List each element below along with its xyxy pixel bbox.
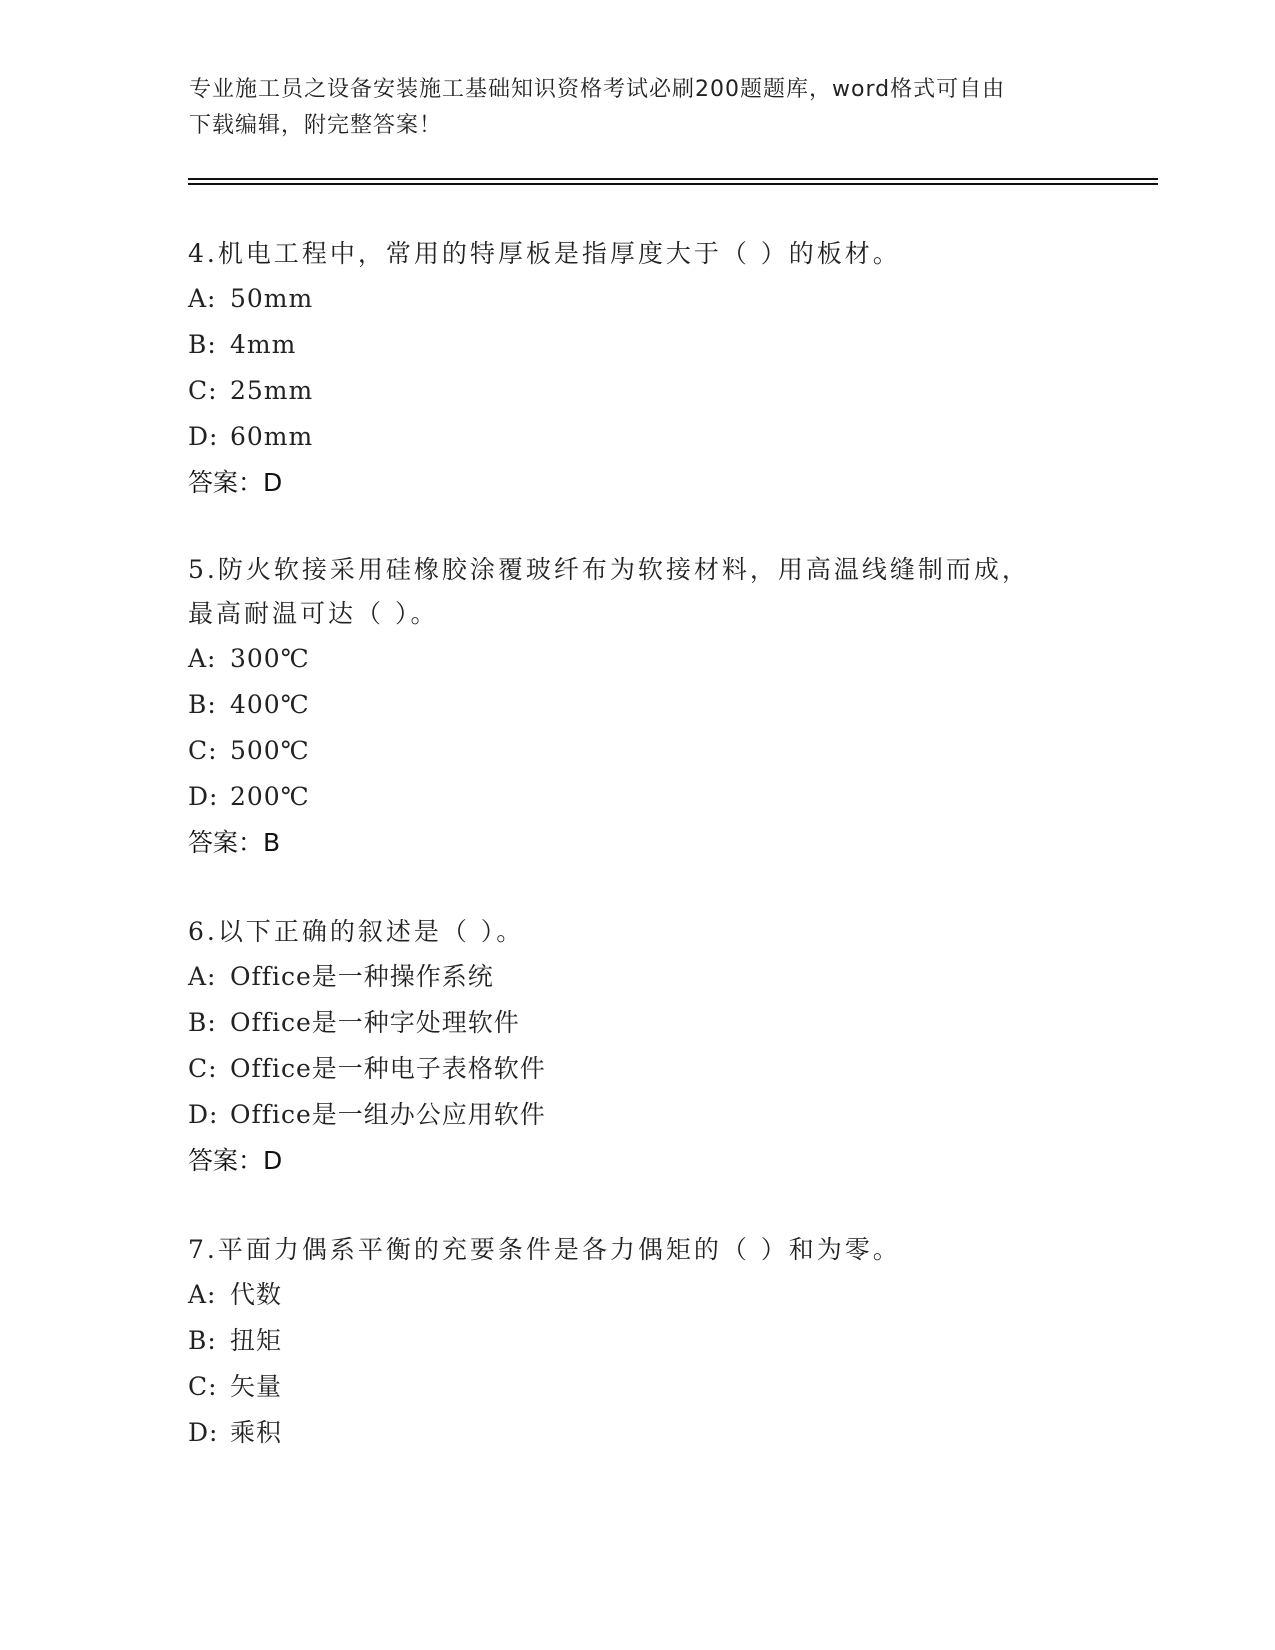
option-a <box>188 276 1108 322</box>
option-value: 4mm <box>230 330 297 359</box>
option-value: 300℃ <box>230 644 310 673</box>
answer-text: 答案：D <box>188 468 283 497</box>
option-a <box>188 636 1108 682</box>
header-line-2: 下载编辑，附完整答案！ <box>189 113 443 138</box>
option-a <box>188 1272 1108 1318</box>
option-b <box>188 322 1108 368</box>
option-d <box>188 774 1108 820</box>
option-value: 50mm <box>230 284 314 313</box>
question-text-continued: 最高耐温可达（ ）。 <box>188 599 439 628</box>
option-key: D: <box>188 782 219 811</box>
question-5 <box>188 548 1108 866</box>
option-value: 500℃ <box>230 736 310 765</box>
option-key: D: <box>188 1418 219 1447</box>
option-value: 60mm <box>230 422 314 451</box>
question-6 <box>188 910 1108 1184</box>
header-line-1: 专业施工员之设备安装施工基础知识资格考试必刷200题题库，word格式可自由 <box>189 77 1006 102</box>
answer-text: 答案：B <box>188 828 281 857</box>
option-value: Office是一种操作系统 <box>230 962 494 991</box>
option-b <box>188 1318 1108 1364</box>
option-value: 25mm <box>230 376 314 405</box>
option-value: 矢量 <box>230 1372 283 1401</box>
option-a <box>188 954 1108 1000</box>
option-d <box>188 414 1108 460</box>
question-7 <box>188 1228 1108 1456</box>
option-value: 扭矩 <box>230 1326 283 1355</box>
option-key: B: <box>188 1326 217 1355</box>
option-value: 200℃ <box>230 782 310 811</box>
option-key: C: <box>188 736 218 765</box>
option-key: A: <box>188 644 217 673</box>
option-key: C: <box>188 376 218 405</box>
question-text: 5.防火软接采用硅橡胶涂覆玻纤布为软接材料，用高温线缝制而成， <box>188 555 1030 584</box>
option-key: D: <box>188 422 219 451</box>
option-c <box>188 1364 1108 1410</box>
option-c <box>188 1046 1108 1092</box>
option-value: Office是一组办公应用软件 <box>230 1100 546 1129</box>
header-divider-top <box>188 178 1158 180</box>
option-value: Office是一种字处理软件 <box>230 1008 520 1037</box>
question-text: 6.以下正确的叙述是（ ）。 <box>188 917 525 946</box>
option-key: A: <box>188 1280 217 1309</box>
option-key: A: <box>188 284 217 313</box>
option-key: C: <box>188 1054 218 1083</box>
option-value: Office是一种电子表格软件 <box>230 1054 546 1083</box>
question-text: 4.机电工程中，常用的特厚板是指厚度大于（ ）的板材。 <box>188 239 901 268</box>
option-b <box>188 682 1108 728</box>
option-key: B: <box>188 690 217 719</box>
option-value: 乘积 <box>230 1418 283 1447</box>
answer-text: 答案：D <box>188 1146 283 1175</box>
document-header <box>189 72 1089 144</box>
option-c <box>188 368 1108 414</box>
option-key: D: <box>188 1100 219 1129</box>
header-divider-bottom <box>188 183 1158 185</box>
question-4 <box>188 232 1108 506</box>
option-d <box>188 1092 1108 1138</box>
option-d <box>188 1410 1108 1456</box>
option-b <box>188 1000 1108 1046</box>
option-key: A: <box>188 962 217 991</box>
option-key: B: <box>188 330 217 359</box>
option-value: 代数 <box>230 1280 283 1309</box>
option-value: 400℃ <box>230 690 310 719</box>
option-key: C: <box>188 1372 218 1401</box>
option-c <box>188 728 1108 774</box>
option-key: B: <box>188 1008 217 1037</box>
question-text: 7.平面力偶系平衡的充要条件是各力偶矩的（ ）和为零。 <box>188 1235 901 1264</box>
